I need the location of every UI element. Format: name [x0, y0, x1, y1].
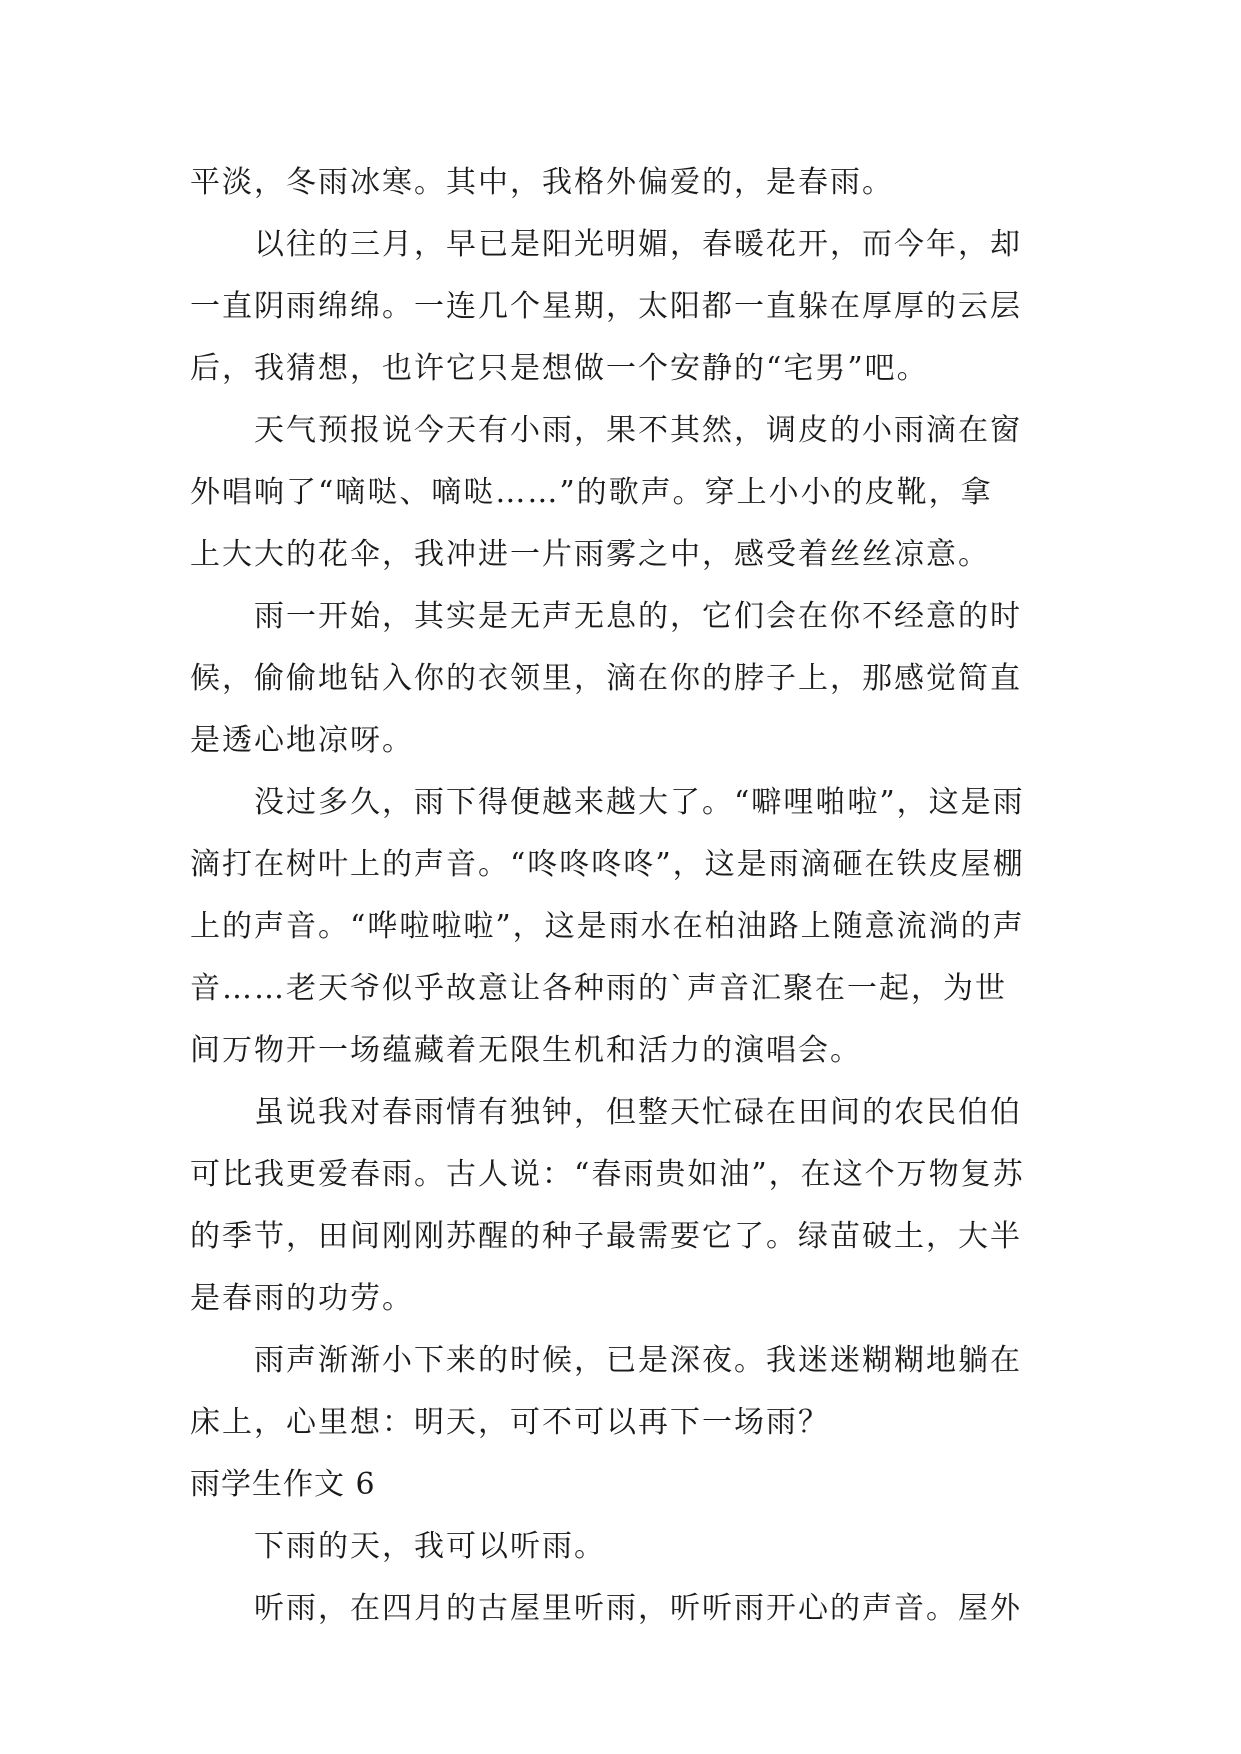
text-line: 天气预报说今天有小雨，果不其然，调皮的小雨滴在窗 — [254, 413, 1022, 448]
text-line: 上大大的花伞，我冲进一片雨雾之中，感受着丝丝凉意。 — [190, 537, 990, 572]
text-line: 以往的三月，早已是阳光明媚，春暖花开，而今年，却 — [254, 227, 1022, 262]
text-line: 虽说我对春雨情有独钟，但整天忙碌在田间的农民伯伯 — [254, 1095, 1022, 1130]
text-line: 雨一开始，其实是无声无息的，它们会在你不经意的时 — [254, 599, 1022, 634]
text-line: 听雨，在四月的古屋里听雨，听听雨开心的声音。屋外 — [254, 1591, 1022, 1626]
essay-body — [190, 152, 1052, 1640]
text-line: 滴打在树叶上的声音。“咚咚咚咚”，这是雨滴砸在铁皮屋棚 — [190, 847, 1025, 882]
text-line: 雨声渐渐小下来的时候，已是深夜。我迷迷糊糊地躺在 — [254, 1343, 1022, 1378]
text-line: 平淡，冬雨冰寒。其中，我格外偏爱的，是春雨。 — [190, 165, 894, 200]
text-line: 候，偷偷地钻入你的衣领里，滴在你的脖子上，那感觉简直 — [190, 661, 1022, 696]
text-line: 后，我猜想，也许它只是想做一个安静的“宅男”吧。 — [190, 351, 929, 386]
text-line: 床上，心里想：明天，可不可以再下一场雨？ — [190, 1405, 830, 1440]
text-line: 外唱响了“嘀哒、嘀哒……”的歌声。穿上小小的皮靴，拿 — [190, 475, 993, 510]
text-line: 可比我更爱春雨。古人说：“春雨贵如油”，在这个万物复苏 — [190, 1157, 1025, 1192]
text-line: 音……老天爷似乎故意让各种雨的`声音汇聚在一起，为世 — [190, 971, 1007, 1006]
text-line: 上的声音。“哗啦啦啦”，这是雨水在柏油路上随意流淌的声 — [190, 909, 1025, 944]
text-line: 没过多久，雨下得便越来越大了。“噼哩啪啦”，这是雨 — [254, 785, 1025, 820]
text-line: 是春雨的功劳。 — [190, 1281, 414, 1316]
text-line: 是透心地凉呀。 — [190, 723, 414, 758]
section-heading: 雨学生作文 6 — [190, 1467, 376, 1502]
text-line: 下雨的天，我可以听雨。 — [254, 1529, 606, 1564]
text-line: 的季节，田间刚刚苏醒的种子最需要它了。绿苗破土，大半 — [190, 1219, 1022, 1254]
text-line: 间万物开一场蕴藏着无限生机和活力的演唱会。 — [190, 1033, 862, 1068]
text-line: 一直阴雨绵绵。一连几个星期，太阳都一直躲在厚厚的云层 — [190, 289, 1022, 324]
